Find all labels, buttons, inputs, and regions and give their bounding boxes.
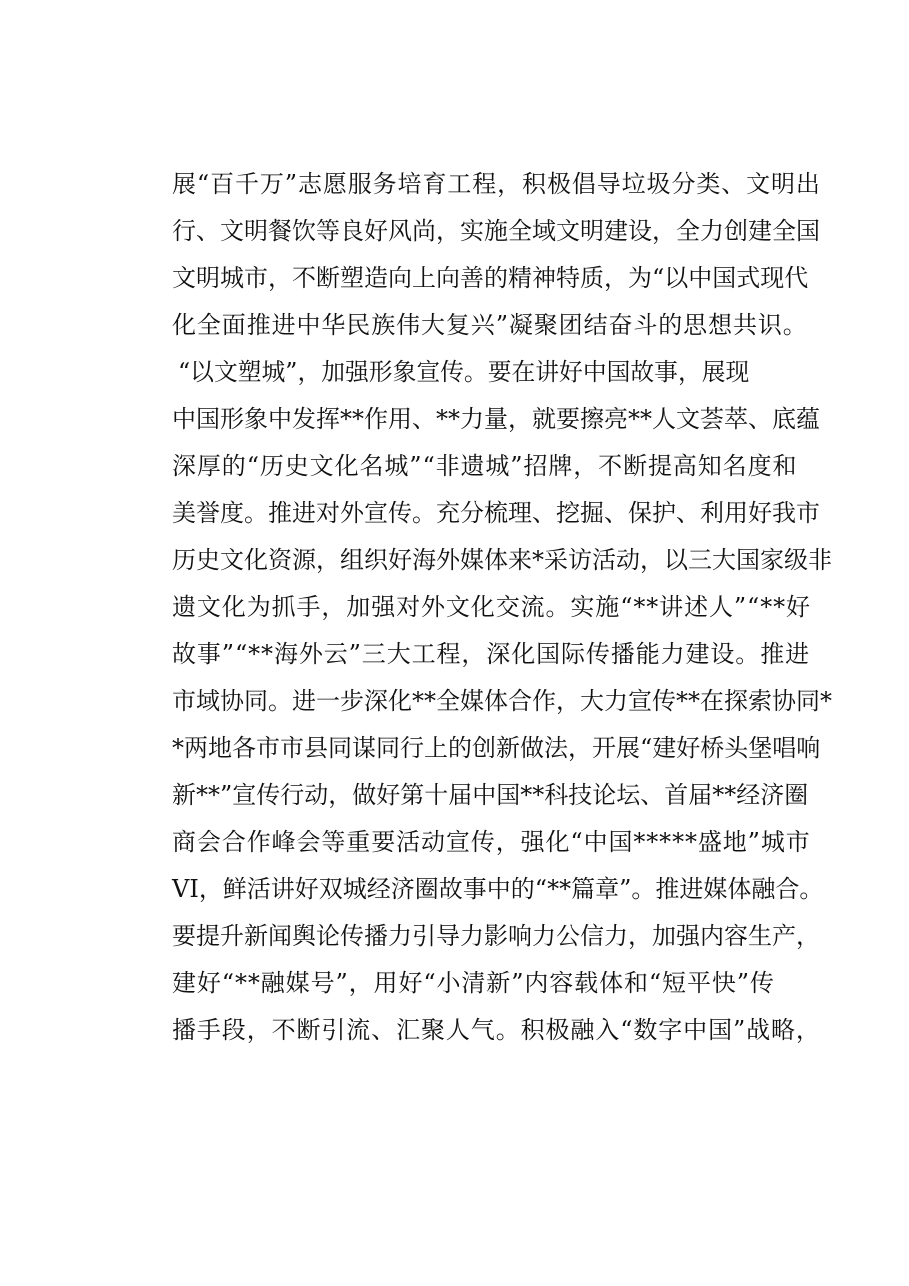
paragraph-start-line: “以文塑城”，加强形象宣传。要在讲好中国故事，展现 — [178, 358, 750, 386]
text-line: 市域协同。进一步深化**全媒体合作，大力宣传**在探索协同* — [172, 687, 832, 715]
text-line: 播手段，不断引流、汇聚人气。积极融入“数字中国”战略， — [172, 1016, 821, 1044]
text-line: 历史文化资源，组织好海外媒体来*采访活动，以三大国家级非 — [172, 546, 832, 574]
text-line: *两地各市市县同谋同行上的创新做法，开展“建好桥头堡唱响 — [172, 734, 821, 762]
text-line: 文明城市，不断塑造向上向善的精神特质，为“以中国式现代 — [172, 264, 809, 292]
text-line: VI，鲜活讲好双城经济圈故事中的“**篇章”。推进媒体融合。 — [172, 875, 824, 903]
text-line: 化全面推进中华民族伟大复兴”凝聚团结奋斗的思想共识。 — [172, 311, 808, 339]
text-line: 美誉度。推进对外宣传。充分梳理、挖掘、保护、利用好我市 — [172, 499, 820, 527]
text-line: 中国形象中发挥**作用、**力量，就要擦亮**人文荟萃、底蕴 — [172, 405, 820, 433]
text-line: 遗文化为抓手，加强对外文化交流。实施“**讲述人”“**好 — [172, 593, 811, 621]
text-line: 深厚的“历史文化名城”“非遗城”招牌，不断提高知名度和 — [172, 452, 798, 480]
text-line: 故事”“**海外云”三大工程，深化国际传播能力建设。推进 — [172, 640, 811, 668]
text-line: 要提升新闻舆论传播力引导力影响力公信力，加强内容生产， — [172, 922, 820, 950]
text-line: 展“百千万”志愿服务培育工程，积极倡导垃圾分类、文明出 — [172, 170, 821, 198]
text-line: 商会合作峰会等重要活动宣传，强化“中国*****盛地”城市 — [172, 828, 811, 856]
text-line: 新**”宣传行动，做好第十届中国**科技论坛、首届**经济圈 — [172, 781, 809, 809]
text-line: 行、文明餐饮等良好风尚，实施全域文明建设，全力创建全国 — [172, 217, 820, 245]
text-line: 建好“**融媒号”，用好“小清新”内容载体和“短平快”传 — [172, 969, 775, 997]
